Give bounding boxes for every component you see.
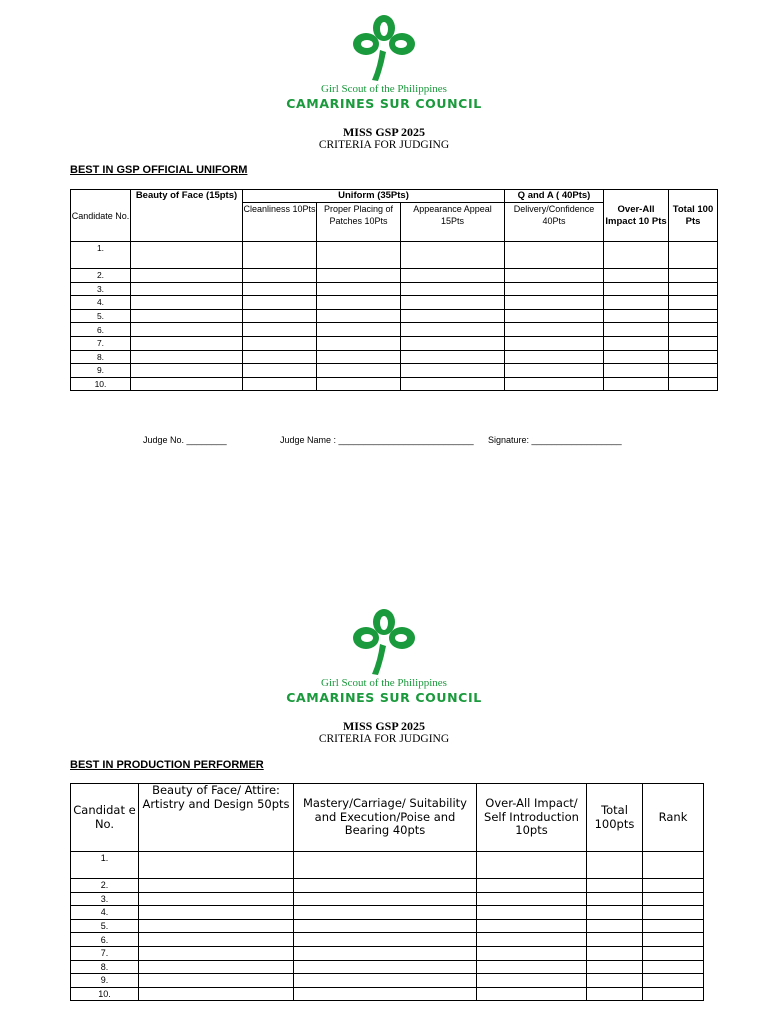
- score-cell[interactable]: [587, 906, 643, 920]
- table-row: [71, 242, 718, 269]
- score-cell[interactable]: [243, 377, 317, 391]
- score-cell[interactable]: [505, 377, 604, 391]
- form-heading: [0, 125, 768, 152]
- score-cell[interactable]: [669, 323, 718, 337]
- score-cell[interactable]: [131, 309, 243, 323]
- score-cell[interactable]: [294, 960, 477, 974]
- org-name: Girl Scout of the Philippines: [321, 677, 447, 689]
- candidate-number: 9.: [71, 364, 131, 378]
- score-cell[interactable]: [604, 296, 669, 310]
- score-cell[interactable]: [243, 350, 317, 364]
- score-cell[interactable]: [401, 269, 505, 283]
- logo-block-2: [0, 608, 768, 705]
- score-cell[interactable]: [477, 974, 587, 988]
- score-cell[interactable]: [139, 987, 294, 1001]
- council-name: CAMARINES SUR COUNCIL: [286, 96, 482, 111]
- score-cell[interactable]: [587, 933, 643, 947]
- header-impact: Over-All Impact/ Self Introduction 10pts: [477, 784, 587, 852]
- table-row: [71, 987, 704, 1001]
- candidate-number: 4.: [71, 296, 131, 310]
- score-cell[interactable]: [139, 919, 294, 933]
- score-cell[interactable]: [317, 269, 401, 283]
- score-cell[interactable]: [317, 296, 401, 310]
- page-title: MISS GSP 2025: [342, 719, 426, 733]
- score-cell[interactable]: [505, 323, 604, 337]
- header-appearance: Appearance Appeal 15Pts: [401, 203, 505, 242]
- header-uniform: Uniform (35Pts): [243, 190, 505, 203]
- table-row: [71, 336, 718, 350]
- score-cell[interactable]: [604, 364, 669, 378]
- score-cell[interactable]: [604, 269, 669, 283]
- score-cell[interactable]: [505, 269, 604, 283]
- candidate-number: 5.: [71, 309, 131, 323]
- section-title-2: BEST IN PRODUCTION PERFORMER: [70, 759, 264, 771]
- score-cell[interactable]: [139, 933, 294, 947]
- score-cell[interactable]: [294, 852, 477, 879]
- header-total: Total 100pts: [587, 784, 643, 852]
- table-row: [71, 350, 718, 364]
- score-cell[interactable]: [669, 309, 718, 323]
- candidate-number: 3.: [71, 282, 131, 296]
- score-cell[interactable]: [401, 377, 505, 391]
- score-cell[interactable]: [401, 323, 505, 337]
- score-cell[interactable]: [401, 364, 505, 378]
- score-cell[interactable]: [643, 933, 704, 947]
- candidate-number: 1.: [71, 242, 131, 269]
- candidate-number: 8.: [71, 350, 131, 364]
- header-total: Total 100 Pts: [669, 190, 718, 242]
- table-row: [71, 946, 704, 960]
- score-cell[interactable]: [401, 242, 505, 269]
- form-heading-2: [0, 719, 768, 746]
- score-cell[interactable]: [643, 852, 704, 879]
- score-cell[interactable]: [643, 879, 704, 893]
- score-cell[interactable]: [317, 364, 401, 378]
- judge-name-field: Judge Name : ___________________________: [280, 435, 474, 445]
- score-cell[interactable]: [505, 364, 604, 378]
- candidate-number: 2.: [71, 269, 131, 283]
- score-cell[interactable]: [669, 282, 718, 296]
- score-cell[interactable]: [669, 296, 718, 310]
- score-cell[interactable]: [477, 906, 587, 920]
- header-cleanliness: Cleanliness 10Pts: [243, 203, 317, 242]
- score-cell[interactable]: [477, 892, 587, 906]
- score-cell[interactable]: [294, 946, 477, 960]
- table-row: [71, 296, 718, 310]
- table-row: [71, 364, 718, 378]
- header-impact: Over-All Impact 10 Pts: [604, 190, 669, 242]
- score-cell[interactable]: [243, 282, 317, 296]
- score-cell[interactable]: [477, 946, 587, 960]
- header-qa: Q and A ( 40Pts): [505, 190, 604, 203]
- score-cell[interactable]: [139, 960, 294, 974]
- council-name: CAMARINES SUR COUNCIL: [286, 690, 482, 705]
- score-cell[interactable]: [131, 336, 243, 350]
- page-subtitle: CRITERIA FOR JUDGING: [318, 139, 450, 151]
- score-cell[interactable]: [317, 282, 401, 296]
- header-candidate: Candidat e No.: [71, 784, 139, 852]
- table-row: [71, 892, 704, 906]
- score-cell[interactable]: [477, 960, 587, 974]
- score-cell[interactable]: [294, 906, 477, 920]
- score-cell[interactable]: [317, 309, 401, 323]
- score-cell[interactable]: [243, 364, 317, 378]
- page-title: MISS GSP 2025: [342, 125, 426, 139]
- candidate-number: 7.: [71, 336, 131, 350]
- score-cell[interactable]: [243, 296, 317, 310]
- score-cell[interactable]: [587, 987, 643, 1001]
- table-row: [71, 323, 718, 337]
- score-cell[interactable]: [131, 323, 243, 337]
- score-cell[interactable]: [587, 879, 643, 893]
- score-cell[interactable]: [604, 282, 669, 296]
- judge-number-field: Judge No. ________: [143, 435, 227, 445]
- score-cell[interactable]: [604, 323, 669, 337]
- score-cell[interactable]: [401, 282, 505, 296]
- table-row: [71, 852, 704, 879]
- header-beauty: Beauty of Face/ Attire: Artistry and Design 50pts: [139, 784, 294, 852]
- score-cell[interactable]: [294, 933, 477, 947]
- candidate-number: 2.: [71, 879, 139, 893]
- candidate-number: 10.: [71, 987, 139, 1001]
- score-cell[interactable]: [243, 323, 317, 337]
- table-row: [71, 960, 704, 974]
- score-cell[interactable]: [669, 350, 718, 364]
- score-cell[interactable]: [294, 919, 477, 933]
- table-row: [71, 309, 718, 323]
- header-candidate: Candidate No.: [71, 190, 131, 242]
- table-row: [71, 906, 704, 920]
- table-row: [71, 282, 718, 296]
- candidate-number: 5.: [71, 919, 139, 933]
- score-cell[interactable]: [401, 336, 505, 350]
- candidate-number: 8.: [71, 960, 139, 974]
- score-cell[interactable]: [587, 919, 643, 933]
- score-cell[interactable]: [243, 336, 317, 350]
- logo-block: [0, 14, 768, 111]
- org-name: Girl Scout of the Philippines: [321, 83, 447, 95]
- score-cell[interactable]: [401, 350, 505, 364]
- table-row: [71, 879, 704, 893]
- judging-table-production: [70, 783, 704, 1001]
- score-cell[interactable]: [604, 336, 669, 350]
- table-row: [71, 974, 704, 988]
- score-cell[interactable]: [317, 350, 401, 364]
- section-title: BEST IN GSP OFFICIAL UNIFORM: [70, 164, 248, 176]
- score-cell[interactable]: [643, 919, 704, 933]
- score-cell[interactable]: [669, 242, 718, 269]
- header-patches: Proper Placing of Patches 10Pts: [317, 203, 401, 242]
- signature-field: Signature: __________________: [488, 435, 622, 445]
- score-cell[interactable]: [294, 974, 477, 988]
- score-cell[interactable]: [477, 987, 587, 1001]
- table-row: [71, 269, 718, 283]
- score-cell[interactable]: [477, 933, 587, 947]
- table-row: [71, 933, 704, 947]
- header-mastery: Mastery/Carriage/ Suitability and Execution/Poise and Bearing 40pts: [294, 784, 477, 852]
- candidate-number: 1.: [71, 852, 139, 879]
- candidate-number: 6.: [71, 933, 139, 947]
- score-cell[interactable]: [505, 350, 604, 364]
- score-cell[interactable]: [643, 946, 704, 960]
- score-cell[interactable]: [604, 242, 669, 269]
- score-cell[interactable]: [317, 336, 401, 350]
- candidate-number: 9.: [71, 974, 139, 988]
- score-cell[interactable]: [505, 309, 604, 323]
- score-cell[interactable]: [317, 323, 401, 337]
- score-cell[interactable]: [477, 852, 587, 879]
- trefoil-icon: [352, 608, 416, 676]
- score-cell[interactable]: [131, 282, 243, 296]
- score-cell[interactable]: [505, 282, 604, 296]
- score-cell[interactable]: [131, 269, 243, 283]
- score-cell[interactable]: [139, 879, 294, 893]
- score-cell[interactable]: [587, 960, 643, 974]
- score-cell[interactable]: [139, 852, 294, 879]
- score-cell[interactable]: [477, 919, 587, 933]
- score-cell[interactable]: [587, 946, 643, 960]
- score-cell[interactable]: [505, 336, 604, 350]
- score-cell[interactable]: [604, 377, 669, 391]
- score-cell[interactable]: [317, 242, 401, 269]
- score-cell[interactable]: [139, 892, 294, 906]
- score-cell[interactable]: [669, 336, 718, 350]
- score-cell[interactable]: [587, 892, 643, 906]
- score-cell[interactable]: [401, 309, 505, 323]
- page-subtitle: CRITERIA FOR JUDGING: [318, 733, 450, 745]
- score-cell[interactable]: [587, 974, 643, 988]
- score-cell[interactable]: [131, 296, 243, 310]
- candidate-number: 10.: [71, 377, 131, 391]
- table-row: [71, 377, 718, 391]
- trefoil-icon: [352, 14, 416, 82]
- score-cell[interactable]: [139, 906, 294, 920]
- header-beauty: Beauty of Face (15pts): [131, 190, 243, 242]
- candidate-number: 3.: [71, 892, 139, 906]
- score-cell[interactable]: [477, 879, 587, 893]
- score-cell[interactable]: [243, 309, 317, 323]
- score-cell[interactable]: [317, 377, 401, 391]
- candidate-number: 6.: [71, 323, 131, 337]
- score-cell[interactable]: [294, 987, 477, 1001]
- score-cell[interactable]: [401, 296, 505, 310]
- score-cell[interactable]: [643, 987, 704, 1001]
- score-cell[interactable]: [294, 892, 477, 906]
- score-cell[interactable]: [587, 852, 643, 879]
- score-cell[interactable]: [643, 892, 704, 906]
- score-cell[interactable]: [604, 350, 669, 364]
- score-cell[interactable]: [131, 242, 243, 269]
- score-cell[interactable]: [131, 364, 243, 378]
- score-cell[interactable]: [131, 377, 243, 391]
- score-cell[interactable]: [669, 269, 718, 283]
- score-cell[interactable]: [139, 946, 294, 960]
- score-cell[interactable]: [243, 269, 317, 283]
- score-cell[interactable]: [505, 296, 604, 310]
- score-cell[interactable]: [131, 350, 243, 364]
- score-cell[interactable]: [505, 242, 604, 269]
- score-cell[interactable]: [669, 377, 718, 391]
- header-delivery: Delivery/Confidence 40Pts: [505, 203, 604, 242]
- score-cell[interactable]: [604, 309, 669, 323]
- candidate-number: 4.: [71, 906, 139, 920]
- score-cell[interactable]: [294, 879, 477, 893]
- score-cell[interactable]: [643, 906, 704, 920]
- score-cell[interactable]: [139, 974, 294, 988]
- score-cell[interactable]: [643, 974, 704, 988]
- candidate-number: 7.: [71, 946, 139, 960]
- score-cell[interactable]: [243, 242, 317, 269]
- header-rank: Rank: [643, 784, 704, 852]
- score-cell[interactable]: [643, 960, 704, 974]
- score-cell[interactable]: [669, 364, 718, 378]
- table-row: [71, 919, 704, 933]
- judging-table-uniform: [70, 189, 718, 391]
